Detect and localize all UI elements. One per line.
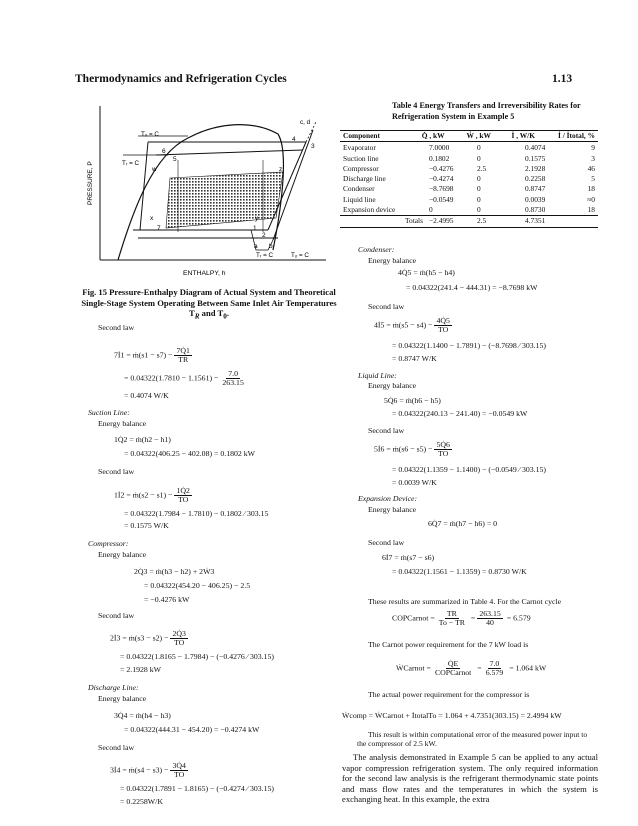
point-2: 2 — [262, 232, 266, 239]
table-row — [340, 195, 598, 205]
actual-text: The actual power requirement for the compressor is — [368, 690, 530, 699]
eq-expansion-energy: 6Q̇7 = ṁ(h7 − h6) = 0 — [428, 519, 498, 528]
col-header: İ , W/K — [511, 131, 535, 140]
eq-compressor-irreversibility: 2İ3 = ṁ(s3 − s2) − $\frac{2Q̇3}{TO}$ — [110, 629, 186, 648]
point-z: z — [279, 166, 283, 173]
point-x: x — [150, 215, 154, 222]
x-axis-label: ENTHALPY, h — [183, 270, 226, 277]
second-law-heading: Second law — [98, 467, 135, 476]
eq-result: = 0.1575 W/K — [124, 521, 169, 530]
eq-suction-energy: 1Q̇2 = ṁ(h2 − h1) — [114, 435, 171, 444]
table-cell: 0.1802 — [429, 153, 450, 163]
table-cell: 0.8747 — [525, 184, 546, 194]
second-law-heading: Second law — [98, 743, 135, 752]
eq-result: = 0.04322(444.31 − 454.20) = −0.4274 kW — [124, 725, 260, 734]
to-bottom-label: Tₒ = C — [291, 252, 309, 259]
table-row — [340, 174, 598, 184]
eq-compressor-energy: 2Q̇3 = ṁ(h3 − h2) + 2Ẇ3 — [134, 567, 215, 576]
table-cell: 0.4074 — [525, 143, 546, 153]
eq-result: = 0.04322(241.4 − 444.31) = −8.7698 kW — [406, 283, 538, 292]
col-header: İ / İtotal, % — [558, 131, 595, 140]
table-cell: Expansion device — [343, 205, 396, 215]
table-row — [340, 184, 598, 194]
totals-row: Totals −2.4995 2.5 4.7351 — [405, 216, 546, 226]
col-header: Ẇ , kW — [466, 131, 491, 140]
table-cell: 0 — [429, 205, 433, 215]
result-text: This result is within computational error of the measured power input to the compressor of 2.5 kW. — [357, 730, 588, 749]
col-header: Component — [343, 131, 380, 140]
final-paragraph: The analysis demonstrated in Example 5 can be applied to any actual vapor compression refrigeration system. The only required information for the second law analysis is the refrigerant thermodynamic state points and mass flow rates and the temperatures in which the system is exchanging heat. In this example, the extra — [342, 752, 598, 805]
energy-balance-heading: Energy balance — [368, 381, 417, 390]
point-1: 1 — [253, 225, 257, 232]
table-cell: Condenser — [343, 184, 375, 194]
table-cell: −0.0549 — [429, 194, 454, 204]
table-cell: 0 — [477, 205, 481, 215]
eq-liquid-energy: 5Q̇6 = ṁ(h6 − h5) — [384, 396, 441, 405]
suction-line-heading: Suction Line: — [88, 408, 130, 417]
eq-calc: = 0.04322(1.7984 − 1.7810) − 0.1802 ⁄ 303.15 — [124, 509, 269, 518]
table-cell: 0.2258 — [525, 174, 546, 184]
eq-calc: = 0.04322(1.1400 − 1.7891) − (−8.7698 ⁄ 303.15) — [392, 341, 547, 350]
point-5: 5 — [173, 156, 177, 163]
summary-text: These results are summarized in Table 4. For the Carnot cycle — [368, 597, 562, 606]
energy-table — [340, 130, 598, 228]
table-title: Table 4 Energy Transfers and Irreversibility Rates for Refrigeration System in Example 5 — [392, 101, 581, 121]
expansion-device-heading: Expansion Device: — [358, 494, 418, 503]
eq-irreversibility-7-1-calc: = 0.04322(1.7810 − 1.1561) − $\frac{7.0}{263.15}$ — [124, 369, 244, 388]
energy-balance-heading: Energy balance — [98, 550, 147, 559]
second-law-heading: Second law — [98, 323, 135, 332]
liquid-line-heading: Liquid Line: — [358, 371, 397, 380]
condenser-heading: Condenser: — [358, 245, 395, 254]
table-row — [340, 164, 598, 174]
point-4: 4 — [292, 136, 296, 143]
eq-result: = −0.4276 kW — [144, 595, 190, 604]
page-number: 1.13 — [552, 73, 573, 85]
point-3: 3 — [311, 143, 315, 150]
table-cell: 2.1928 — [525, 163, 546, 173]
eq-result: = 0.2258W/K — [120, 797, 163, 806]
discharge-line-heading: Discharge Line: — [88, 683, 139, 692]
eq-calc: = 0.04322(1.8165 − 1.7984) − (−0.4276 ⁄ 303.15) — [120, 652, 275, 661]
cd-label: c, d — [300, 119, 311, 126]
eq-condenser-energy: 4Q̇5 = ṁ(h5 − h4) — [398, 268, 455, 277]
figure-caption: Fig. 15 Pressure-Enthalpy Diagram of Actual System and Theoretical Single-Stage System Operating Between Same Inlet Air Temperatures $T_R$ and $T_0$. — [81, 287, 337, 322]
eq-discharge-irreversibility: 3İ4 = ṁ(s4 − s3) − $\frac{3Q̇4}{TO}$ — [110, 761, 186, 780]
tr-left-label: Tᵣ = C — [122, 160, 140, 167]
eq-suction-irreversibility: 1İ2 = ṁ(s2 − s1) − $\frac{1Q̇2}{TO}$ — [114, 486, 190, 505]
energy-balance-heading: Energy balance — [368, 256, 417, 265]
compressor-heading: Compressor: — [88, 539, 129, 548]
table-cell: Compressor — [343, 163, 379, 173]
eq-result: = 0.04322(406.25 − 402.08) = 0.1802 kW — [124, 449, 256, 458]
table-cell: Evaporator — [343, 143, 376, 153]
table-cell: 18 — [587, 184, 595, 194]
energy-balance-heading: Energy balance — [368, 505, 417, 514]
table-cell: 0 — [477, 194, 481, 204]
table-cell: 0.1575 — [525, 153, 546, 163]
tc-label: Tₒ = C — [141, 131, 159, 138]
energy-balance-heading: Energy balance — [98, 419, 147, 428]
eq-calc: = 0.04322(1.7891 − 1.8165) − (−0.4274 ⁄ 303.15) — [120, 784, 275, 793]
eq-liquid-irreversibility: 5İ6 = ṁ(s6 − s5) − $\frac{5Q̇6}{TO}$ — [374, 440, 450, 459]
eq-result: = 0.0039 W/K — [392, 478, 437, 487]
table-cell: −0.4274 — [429, 174, 454, 184]
table-cell: 7.0000 — [429, 143, 450, 153]
second-law-heading: Second law — [98, 611, 135, 620]
eq-condenser-irreversibility: 4İ5 = ṁ(s5 − s4) − $\frac{4Q̇5}{TO}$ — [374, 316, 450, 335]
point-w: w — [152, 166, 157, 173]
eq-result: = 0.04322(240.13 − 241.40) = −0.0549 kW — [392, 409, 528, 418]
eq-w-comp: Ẇcomp = ẆCarnot + İtotalTo = 1.064 + 4.7351(303.15) = 2.4994 kW — [342, 711, 562, 720]
table-cell: ≈0 — [587, 194, 595, 204]
table-cell: 0.0039 — [525, 194, 546, 204]
table-cell: 9 — [591, 143, 595, 153]
eq-result: = 0.04322(1.1561 − 1.1359) = 0.8730 W/K — [392, 567, 527, 576]
table-cell: 3 — [591, 153, 595, 163]
eq-irreversibility-7-1: 7İ1 = ṁ(s1 − s7) − $\frac{7Q̇1}{TR}$ — [114, 346, 190, 365]
eq-result: = 0.8747 W/K — [392, 354, 437, 363]
table-cell: Liquid line — [343, 194, 376, 204]
table-cell: 0 — [477, 174, 481, 184]
eq-calc: = 0.04322(1.1359 − 1.1400) − (−0.0549 ⁄ 303.15) — [392, 465, 547, 474]
eq-expansion-irreversibility: 6İ7 = ṁ(s7 − s6) — [382, 553, 435, 562]
table-cell: 18 — [587, 205, 595, 215]
table-cell: 2.5 — [477, 163, 487, 173]
table-cell: 0 — [477, 184, 481, 194]
point-y: y — [255, 215, 259, 222]
y-axis-label: PRESSURE, P — [87, 161, 94, 205]
eq-w-carnot: ẆCarnot = $\frac{Q̇E}{\text{COPCarnot}}$ = $\frac{7.0}{6.579}$ = 1.064 kW — [396, 659, 547, 678]
point-6: 6 — [162, 148, 166, 155]
eq-result: = 2.1928 kW — [120, 665, 161, 674]
col-header: Q̇ , kW — [421, 131, 445, 140]
second-law-heading: Second law — [368, 302, 405, 311]
eq-discharge-energy: 3Q̇4 = ṁ(h4 − h3) — [114, 711, 171, 720]
eq-calc: = 0.04322(454.20 − 406.25) − 2.5 — [144, 581, 251, 590]
eq-result: = 0.4074 W/K — [124, 391, 169, 400]
table-row — [340, 143, 598, 153]
point-a: a — [254, 243, 258, 250]
table-cell: −0.4276 — [429, 163, 454, 173]
point-b: b — [269, 243, 273, 250]
table-row — [340, 205, 598, 215]
power-text: The Carnot power requirement for the 7 kW load is — [368, 640, 529, 649]
table-cell: 46 — [587, 163, 595, 173]
eq-cop-carnot: COPCarnot = $\frac{TR}{To - TR}$ = $\frac{263.15}{40}$ = 6.579 — [392, 609, 531, 628]
table-cell: 0 — [477, 143, 481, 153]
point-7: 7 — [157, 225, 161, 232]
table-row — [340, 154, 598, 164]
table-cell: 5 — [591, 174, 595, 184]
table-cell: Suction line — [343, 153, 379, 163]
table-cell: 0 — [477, 153, 481, 163]
energy-balance-heading: Energy balance — [98, 694, 147, 703]
table-cell: −8.7698 — [429, 184, 454, 194]
second-law-heading: Second law — [368, 538, 405, 547]
page-header-title: Thermodynamics and Refrigeration Cycles — [75, 73, 287, 85]
second-law-heading: Second law — [368, 426, 405, 435]
pressure-enthalpy-diagram — [78, 100, 340, 280]
table-cell: 0.8730 — [525, 205, 546, 215]
tr-bottom-label: Tᵣ = C — [256, 252, 274, 259]
table-cell: Discharge line — [343, 174, 386, 184]
